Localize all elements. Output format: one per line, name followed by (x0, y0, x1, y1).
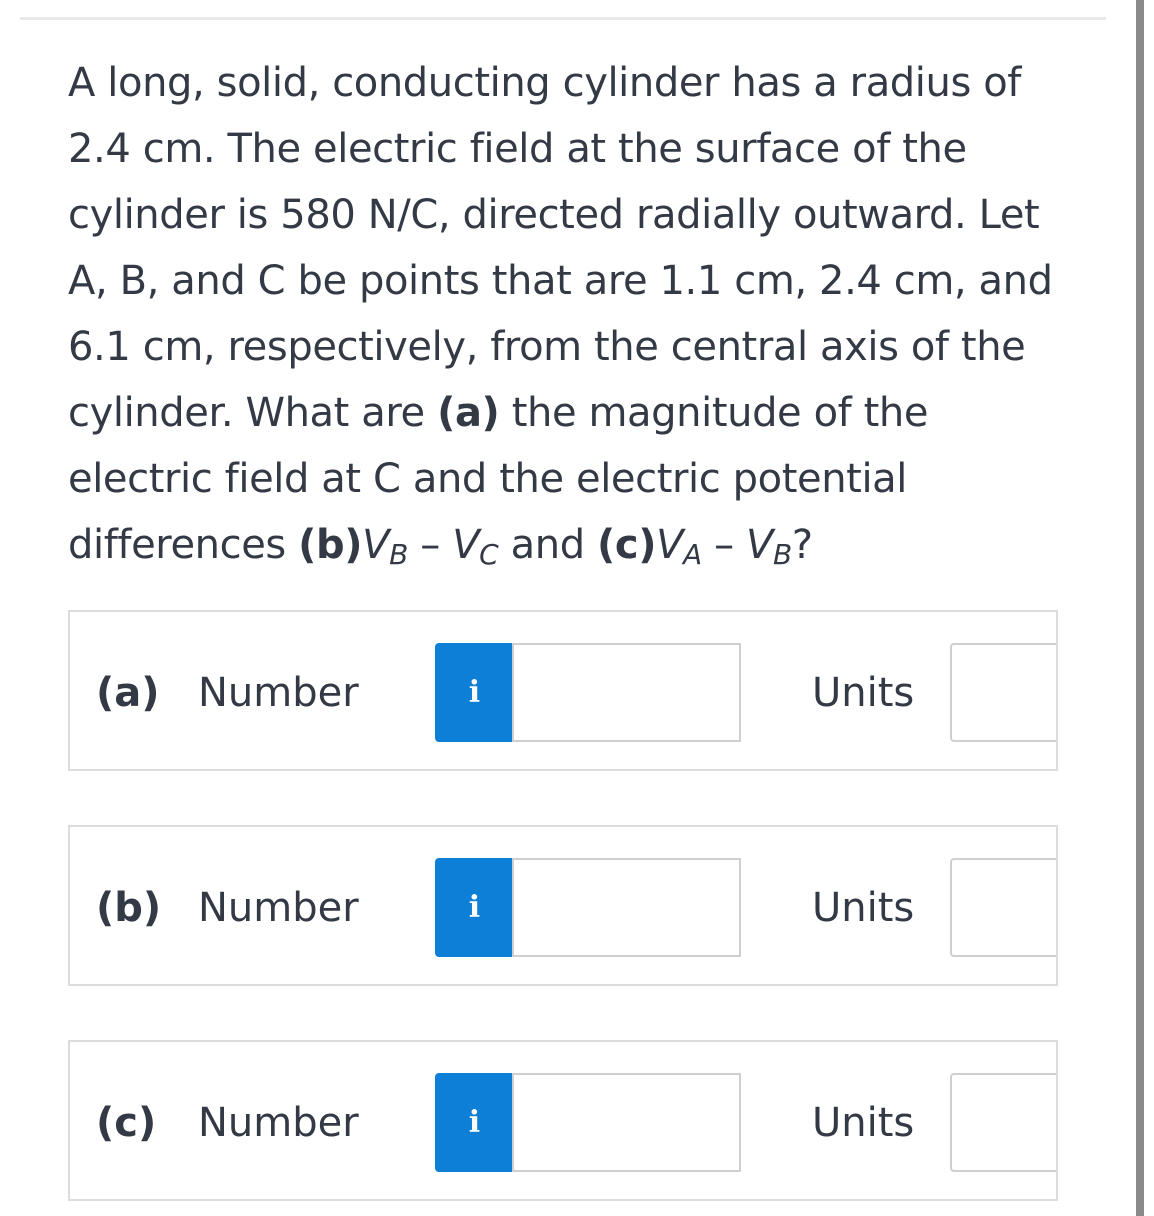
part-label-b: (b) (96, 885, 162, 931)
number-label-a: Number (198, 670, 359, 716)
answer-row-b (68, 825, 1058, 986)
units-label-a: Units (812, 670, 915, 716)
units-select-c[interactable] (950, 1073, 1058, 1172)
info-icon[interactable]: i (435, 858, 514, 957)
part-label-c: (c) (96, 1100, 157, 1146)
number-input-b[interactable] (512, 858, 741, 957)
number-input-a[interactable] (512, 643, 741, 742)
scrollbar[interactable] (1136, 0, 1144, 1216)
number-label-c: Number (198, 1100, 359, 1146)
units-label-b: Units (812, 885, 915, 931)
answer-row-a (68, 610, 1058, 771)
answer-row-c (68, 1040, 1058, 1201)
part-label-a: (a) (96, 670, 160, 716)
units-select-a[interactable] (950, 643, 1058, 742)
units-select-b[interactable] (950, 858, 1058, 957)
info-icon[interactable]: i (435, 643, 514, 742)
question-text: A long, solid, conducting cylinder has a radius of 2.4 cm. The electric field at the surface of the cylinder is 580 N/C, directed radially outward. Let A, B, and C be points that are 1.1 cm, 2.4 cm, and 6.1 cm, respectively, from the central axis of the cylinder. What are (a) the magnitude of the electric field at C and the electric potential differences $(b)V_B - V_C$ and $(c)V_A - V_B$? (68, 60, 1053, 571)
number-input-c[interactable] (512, 1073, 741, 1172)
top-divider (20, 17, 1106, 20)
info-icon[interactable]: i (435, 1073, 514, 1172)
units-label-c: Units (812, 1100, 915, 1146)
number-label-b: Number (198, 885, 359, 931)
